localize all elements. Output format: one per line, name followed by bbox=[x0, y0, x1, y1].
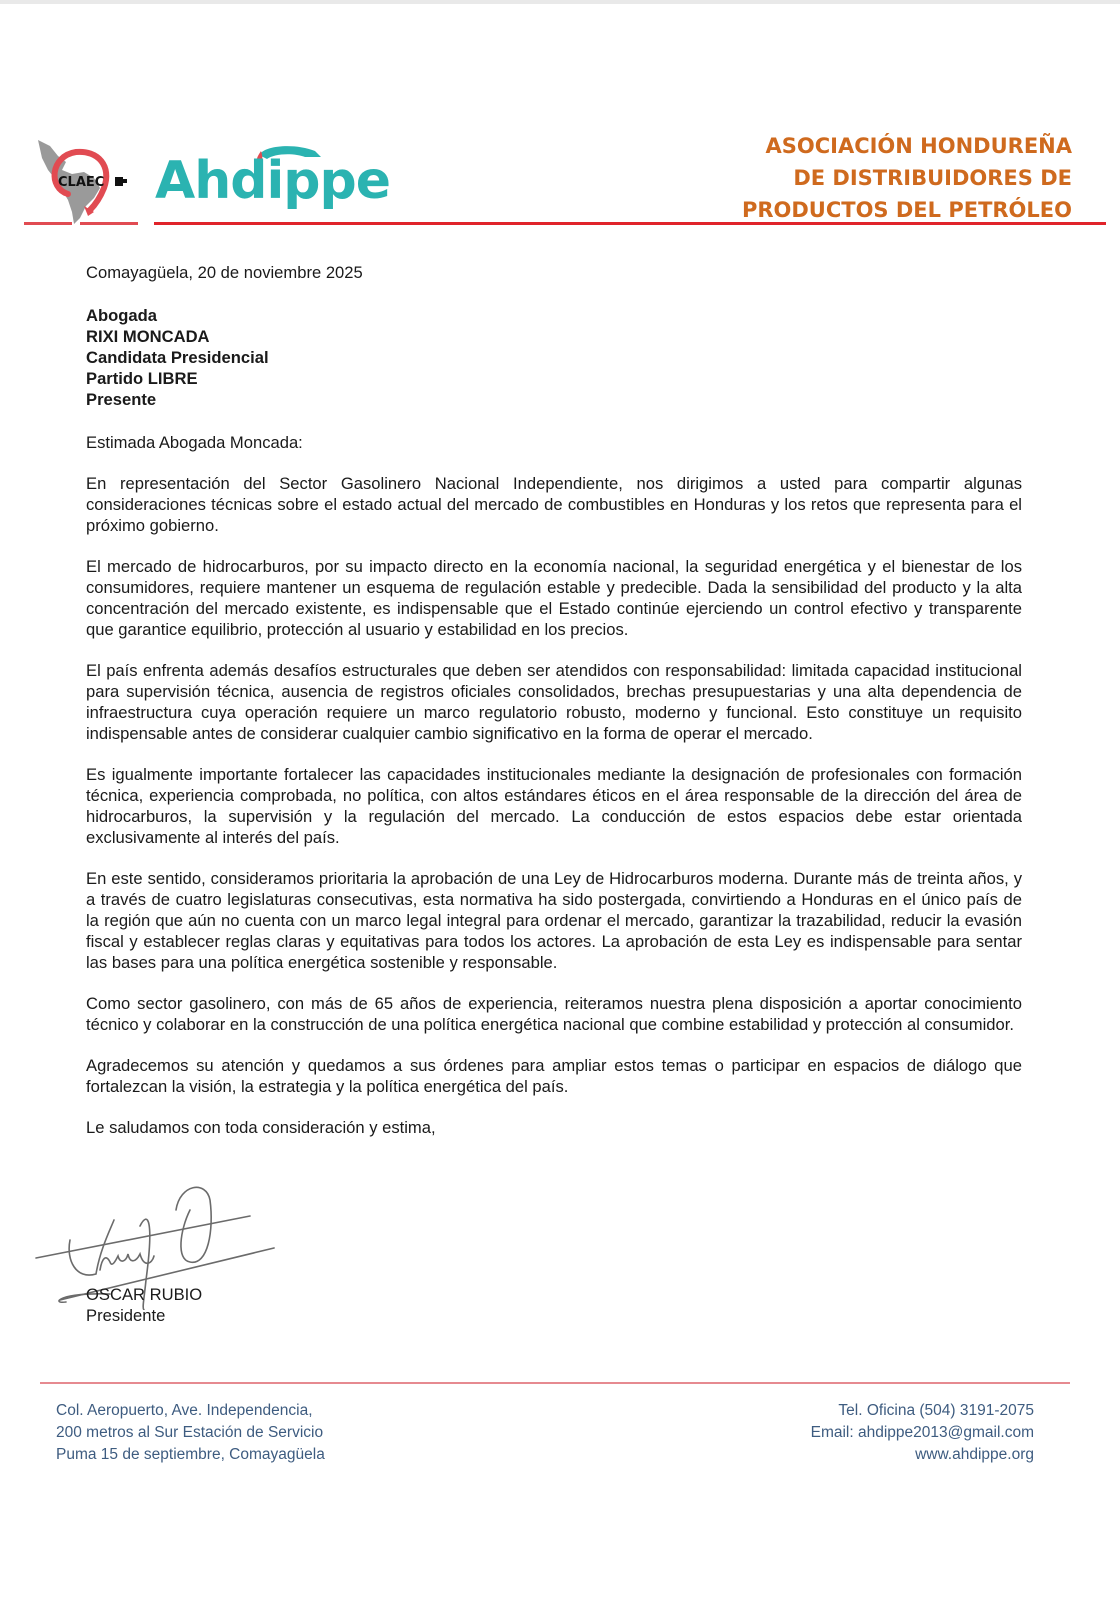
recipient-line: RIXI MONCADA bbox=[86, 327, 210, 346]
salutation: Estimada Abogada Moncada: bbox=[86, 433, 303, 452]
letterhead-rule-left bbox=[24, 222, 72, 225]
paragraph: En representación del Sector Gasolinero Nacional Independiente, nos dirigimos a usted para compartir algunas consideraciones técnicas sobre el estado actual del mercado de combustibles en Honduras y los retos que representa para el próximo gobierno. bbox=[86, 474, 1022, 535]
email-link[interactable]: Email: ahdippe2013@gmail.com bbox=[810, 1424, 1034, 1441]
recipient-line: Abogada bbox=[86, 306, 157, 325]
recipient-line: Candidata Presidencial bbox=[86, 348, 269, 367]
organization-name bbox=[742, 130, 1072, 226]
paragraph: Como sector gasolinero, con más de 65 años de experiencia, reiteramos nuestra plena disposición a aportar conocimiento técnico y colaborar en la construcción de una política energética nacional que combine estabilidad y protección al consumidor. bbox=[86, 994, 1022, 1034]
paragraph: El país enfrenta además desafíos estructurales que deben ser atendidos con responsabilidad: limitada capacidad institucional para supervisión técnica, ausencia de registros oficiales consolidados, brechas presupuestarias y una alta dependencia de infraestructura cuya operación requiere un marco regulatorio robusto, moderno y funcional. Esto constituye un requisito indispensable antes de considerar cualquier cambio significativo en la forma de operar el mercado. bbox=[86, 661, 1022, 743]
claec-logo-text: CLAEC bbox=[58, 175, 105, 190]
org-name-line: DE DISTRIBUIDORES DE bbox=[793, 166, 1072, 190]
address-line: Puma 15 de septiembre, Comayagüela bbox=[56, 1446, 325, 1463]
recipient-block bbox=[86, 305, 1022, 410]
closing-line: Le saludamos con toda consideración y estima, bbox=[86, 1118, 436, 1137]
ahdippe-logo bbox=[155, 145, 391, 215]
org-name-line: PRODUCTOS DEL PETRÓLEO bbox=[741, 198, 1072, 222]
paragraph: El mercado de hidrocarburos, por su impacto directo en la economía nacional, la seguridad energética y el bienestar de los consumidores, requiere mantener un esquema de regulación estable y predecible. Dada la sensibilidad del producto y la alta concentración del mercado existente, es indispensable que el Estado continúe ejerciendo un control efectivo y transparente que garantice equilibrio, protección al usuario y estabilidad en los precios. bbox=[86, 557, 1022, 639]
address-line: 200 metros al Sur Estación de Servicio bbox=[56, 1424, 324, 1441]
recipient-line: Presente bbox=[86, 390, 157, 409]
claec-logo bbox=[28, 136, 138, 226]
letterhead-rule bbox=[154, 222, 1106, 225]
org-name-line: ASOCIACIÓN HONDUREÑA bbox=[765, 134, 1072, 158]
recipient-line: Partido LIBRE bbox=[86, 369, 198, 388]
date-line: Comayagüela, 20 de noviembre 2025 bbox=[86, 263, 363, 282]
phone-line: Tel. Oficina (504) 3191-2075 bbox=[838, 1402, 1034, 1419]
signature-block bbox=[86, 1284, 202, 1326]
ahdippe-logo-text: Ahdippe bbox=[155, 151, 391, 211]
website-link[interactable]: www.ahdippe.org bbox=[915, 1446, 1034, 1463]
letter-body bbox=[86, 262, 1022, 1138]
signer-title: Presidente bbox=[86, 1306, 166, 1325]
address-line: Col. Aeropuerto, Ave. Independencia, bbox=[56, 1402, 313, 1419]
footer-contact bbox=[811, 1400, 1034, 1466]
paragraph: Agradecemos su atención y quedamos a sus órdenes para ampliar estos temas o participar en espacios de diálogo que fortalezcan la visión, la estrategia y la política energética del país. bbox=[86, 1056, 1022, 1096]
letterhead-rule-left bbox=[80, 222, 138, 225]
paragraph: Es igualmente importante fortalecer las capacidades institucionales mediante la designación de profesionales con formación técnica, experiencia comprobada, no política, con altos estándares éticos en el área responsable de la dirección del área de hidrocarburos, la supervisión y la regulación del mercado. La conducción de estos espacios debe estar orientada exclusivamente al interés del país. bbox=[86, 765, 1022, 847]
footer-address bbox=[56, 1400, 325, 1466]
signer-name: OSCAR RUBIO bbox=[86, 1285, 203, 1304]
footer-rule bbox=[40, 1382, 1070, 1384]
top-edge-band bbox=[0, 0, 1120, 4]
paragraph: En este sentido, consideramos prioritaria la aprobación de una Ley de Hidrocarburos moderna. Durante más de treinta años, y a través de cuatro legislaturas consecutivas, esta normativa ha sido postergada, convirtiendo a Honduras en el único país de la región que aún no cuenta con un marco legal integral para ordenar el mercado, garantizar la trazabilidad, reducir la evasión fiscal y establecer reglas claras y equitativas para todos los actores. La aprobación de esta Ley es indispensable para sentar las bases para una política energética sostenible y responsable. bbox=[86, 869, 1022, 972]
